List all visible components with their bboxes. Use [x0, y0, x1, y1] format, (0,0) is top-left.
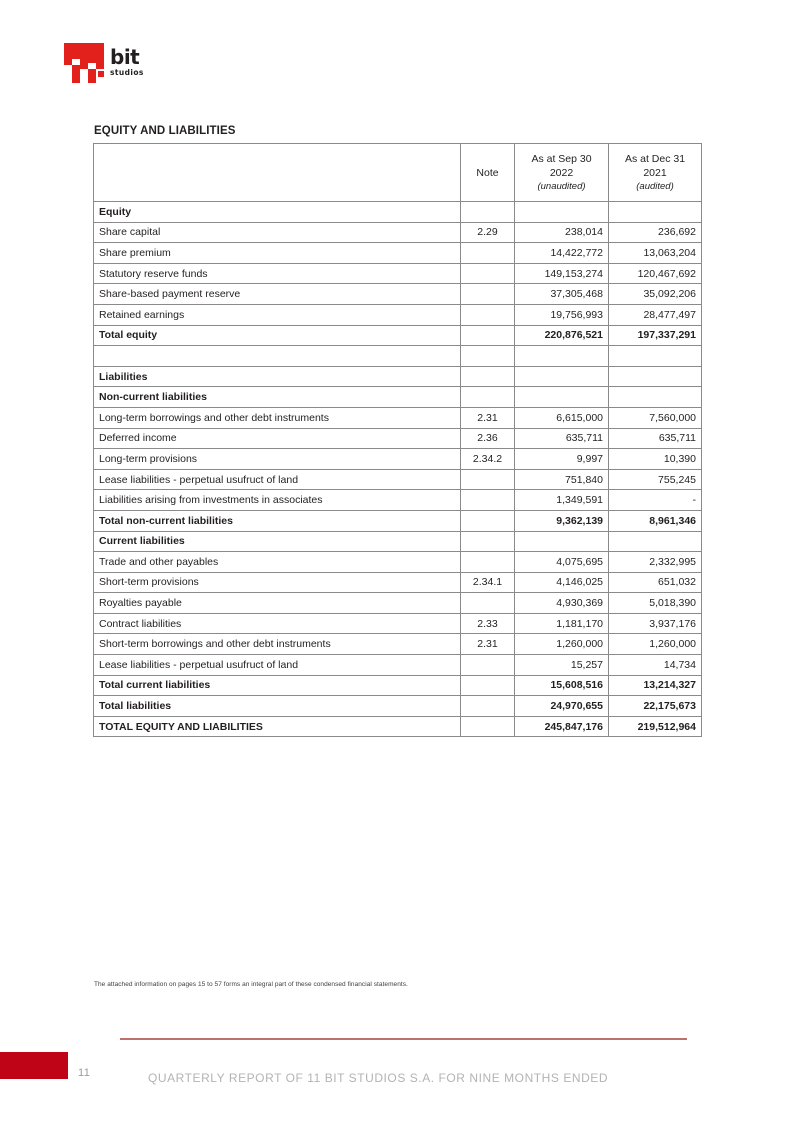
row-value-current: 1,349,591 — [515, 490, 609, 511]
row-value-previous: 13,214,327 — [609, 675, 702, 696]
logo-word-bit: bit — [110, 45, 140, 69]
row-note — [461, 387, 515, 408]
row-label: Current liabilities — [94, 531, 461, 552]
row-value-previous — [609, 387, 702, 408]
table-row — [94, 284, 702, 305]
row-value-previous: 5,018,390 — [609, 593, 702, 614]
table-row — [94, 387, 702, 408]
row-note — [461, 490, 515, 511]
row-value-previous: 1,260,000 — [609, 634, 702, 655]
row-note: 2.34.2 — [461, 449, 515, 470]
header-cell-current — [515, 144, 609, 202]
row-note — [461, 696, 515, 717]
row-note — [461, 202, 515, 223]
row-label: Contract liabilities — [94, 613, 461, 634]
table-row — [94, 696, 702, 717]
row-label: Royalties payable — [94, 593, 461, 614]
row-note — [461, 243, 515, 264]
row-label: Total equity — [94, 325, 461, 346]
table-row — [94, 366, 702, 387]
row-value-previous: 10,390 — [609, 449, 702, 470]
row-value-current: 635,711 — [515, 428, 609, 449]
row-label: Liabilities — [94, 366, 461, 387]
row-note — [461, 716, 515, 737]
table-spacer-row — [94, 346, 702, 367]
row-value-previous: 635,711 — [609, 428, 702, 449]
11-bit-studios-logo-mark — [64, 43, 106, 83]
company-logo — [64, 43, 156, 89]
row-value-current: 4,930,369 — [515, 593, 609, 614]
table-header-row — [94, 144, 702, 202]
row-label: Total liabilities — [94, 696, 461, 717]
row-value-current: 4,146,025 — [515, 572, 609, 593]
row-label: Statutory reserve funds — [94, 263, 461, 284]
row-note — [461, 655, 515, 676]
table-row — [94, 613, 702, 634]
row-label: Share premium — [94, 243, 461, 264]
row-value-current: 9,997 — [515, 449, 609, 470]
row-label: Lease liabilities - perpetual usufruct of land — [94, 469, 461, 490]
table-row — [94, 263, 702, 284]
logo-word-studios: studios — [110, 68, 144, 77]
row-note — [461, 346, 515, 367]
row-value-previous — [609, 202, 702, 223]
row-note — [461, 304, 515, 325]
row-value-previous: 236,692 — [609, 222, 702, 243]
row-value-previous: 3,937,176 — [609, 613, 702, 634]
row-note — [461, 675, 515, 696]
header-previous-line3: (audited) — [636, 180, 674, 192]
table-row — [94, 449, 702, 470]
row-label: Short-term borrowings and other debt instruments — [94, 634, 461, 655]
table-row — [94, 304, 702, 325]
row-value-current: 238,014 — [515, 222, 609, 243]
row-value-previous: 120,467,692 — [609, 263, 702, 284]
header-current-line2: 2022 — [549, 166, 574, 179]
table-row — [94, 325, 702, 346]
row-value-previous: 14,734 — [609, 655, 702, 676]
row-value-previous: 35,092,206 — [609, 284, 702, 305]
table-row — [94, 716, 702, 737]
header-current-line1: As at Sep 30 — [531, 152, 592, 165]
table-row — [94, 593, 702, 614]
row-value-previous — [609, 531, 702, 552]
row-label: Retained earnings — [94, 304, 461, 325]
table-row — [94, 572, 702, 593]
header-current-line3: (unaudited) — [537, 180, 586, 192]
row-label: Equity — [94, 202, 461, 223]
row-value-current: 14,422,772 — [515, 243, 609, 264]
row-value-previous: 219,512,964 — [609, 716, 702, 737]
equity-and-liabilities-table — [93, 143, 702, 737]
header-cell-previous — [609, 144, 702, 202]
row-value-previous — [609, 366, 702, 387]
row-value-current — [515, 366, 609, 387]
row-value-current: 220,876,521 — [515, 325, 609, 346]
footer-accent-block — [0, 1052, 68, 1079]
row-value-previous: - — [609, 490, 702, 511]
row-value-current: 1,260,000 — [515, 634, 609, 655]
header-cell-label — [94, 144, 461, 202]
row-note — [461, 325, 515, 346]
row-note: 2.31 — [461, 634, 515, 655]
row-label: Total non-current liabilities — [94, 510, 461, 531]
row-label — [94, 346, 461, 367]
row-label: Liabilities arising from investments in associates — [94, 490, 461, 511]
row-value-current: 37,305,468 — [515, 284, 609, 305]
row-note: 2.36 — [461, 428, 515, 449]
row-label: Total current liabilities — [94, 675, 461, 696]
row-value-current: 9,362,139 — [515, 510, 609, 531]
footer-divider — [120, 1038, 687, 1040]
row-value-previous: 28,477,497 — [609, 304, 702, 325]
row-label: Long-term borrowings and other debt instruments — [94, 407, 461, 428]
logo-wordmark — [110, 47, 156, 83]
footer-title: QUARTERLY REPORT OF 11 BIT STUDIOS S.A. FOR NINE MONTHS ENDED — [148, 1071, 609, 1085]
row-value-current: 1,181,170 — [515, 613, 609, 634]
table-row — [94, 469, 702, 490]
table-row — [94, 202, 702, 223]
table-row — [94, 552, 702, 573]
table-row — [94, 531, 702, 552]
row-value-current: 19,756,993 — [515, 304, 609, 325]
page-title: EQUITY AND LIABILITIES — [94, 125, 236, 137]
table-row — [94, 243, 702, 264]
row-note — [461, 510, 515, 531]
row-note — [461, 531, 515, 552]
row-value-previous: 8,961,346 — [609, 510, 702, 531]
row-value-current: 6,615,000 — [515, 407, 609, 428]
row-value-previous — [609, 346, 702, 367]
row-value-current: 149,153,274 — [515, 263, 609, 284]
row-note — [461, 284, 515, 305]
row-value-current: 4,075,695 — [515, 552, 609, 573]
row-label: Lease liabilities - perpetual usufruct of land — [94, 655, 461, 676]
header-previous-line1: As at Dec 31 — [624, 152, 686, 165]
row-note — [461, 263, 515, 284]
row-label: Short-term provisions — [94, 572, 461, 593]
row-note — [461, 593, 515, 614]
row-label: Non-current liabilities — [94, 387, 461, 408]
row-note: 2.34.1 — [461, 572, 515, 593]
row-note — [461, 552, 515, 573]
header-cell-note: Note — [461, 144, 515, 202]
row-value-current: 15,608,516 — [515, 675, 609, 696]
row-value-previous: 197,337,291 — [609, 325, 702, 346]
row-value-previous: 22,175,673 — [609, 696, 702, 717]
row-value-current: 245,847,176 — [515, 716, 609, 737]
row-note: 2.33 — [461, 613, 515, 634]
row-label: Deferred income — [94, 428, 461, 449]
table-row — [94, 655, 702, 676]
row-value-current: 751,840 — [515, 469, 609, 490]
footnote-text: The attached information on pages 15 to 57 forms an integral part of these condensed financial statements. — [94, 981, 408, 988]
row-value-current: 24,970,655 — [515, 696, 609, 717]
header-previous-line2: 2021 — [643, 166, 667, 179]
page-number: 11 — [78, 1067, 91, 1079]
row-value-current — [515, 387, 609, 408]
row-label: TOTAL EQUITY AND LIABILITIES — [94, 716, 461, 737]
row-value-previous: 755,245 — [609, 469, 702, 490]
table-row — [94, 407, 702, 428]
table-row — [94, 490, 702, 511]
row-value-current — [515, 346, 609, 367]
row-note: 2.29 — [461, 222, 515, 243]
row-label: Long-term provisions — [94, 449, 461, 470]
row-value-previous: 651,032 — [609, 572, 702, 593]
table-row — [94, 428, 702, 449]
row-note: 2.31 — [461, 407, 515, 428]
row-value-current: 15,257 — [515, 655, 609, 676]
table-row — [94, 675, 702, 696]
row-value-previous: 2,332,995 — [609, 552, 702, 573]
row-value-current — [515, 202, 609, 223]
table-row — [94, 634, 702, 655]
row-value-previous: 13,063,204 — [609, 243, 702, 264]
row-label: Trade and other payables — [94, 552, 461, 573]
row-label: Share capital — [94, 222, 461, 243]
row-value-current — [515, 531, 609, 552]
table-row — [94, 222, 702, 243]
row-note — [461, 366, 515, 387]
row-note — [461, 469, 515, 490]
row-label: Share-based payment reserve — [94, 284, 461, 305]
row-value-previous: 7,560,000 — [609, 407, 702, 428]
table-row — [94, 510, 702, 531]
